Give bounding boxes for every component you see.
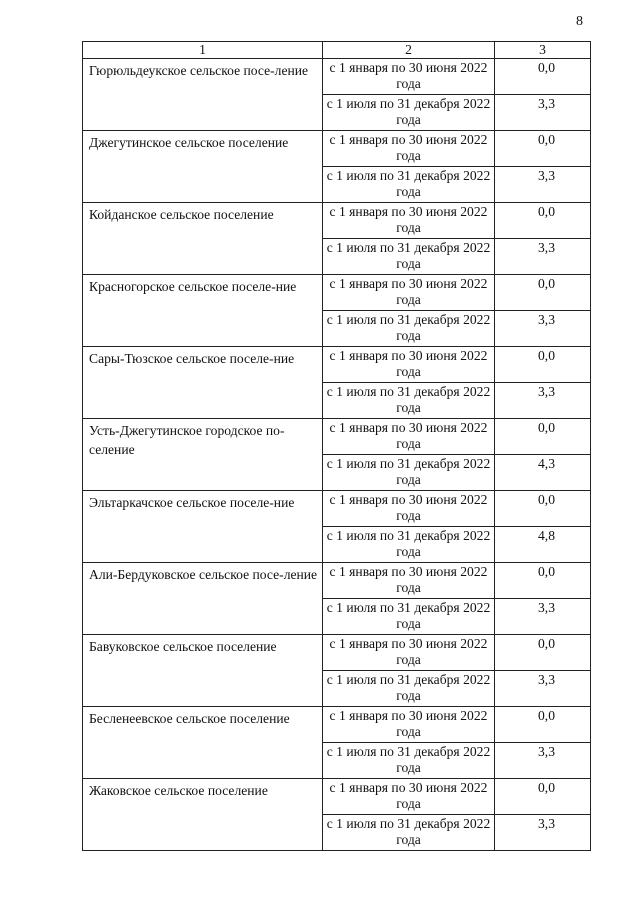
value-cell: 3,3 [495,743,591,779]
period-cell: с 1 июля по 31 декабря 2022 года [323,599,495,635]
period-cell: с 1 июля по 31 декабря 2022 года [323,167,495,203]
page-number: 8 [576,14,583,29]
table-row [83,707,591,743]
value-cell: 4,3 [495,455,591,491]
value-cell: 0,0 [495,131,591,167]
value-cell: 0,0 [495,203,591,239]
period-cell: с 1 января по 30 июня 2022 года [323,275,495,311]
value-cell: 3,3 [495,815,591,851]
value-cell: 3,3 [495,95,591,131]
settlement-name: Бавуковское сельское поселение [83,635,323,707]
period-cell: с 1 июля по 31 декабря 2022 года [323,743,495,779]
period-cell: с 1 января по 30 июня 2022 года [323,779,495,815]
settlement-name: Сары-Тюзское сельское поселе-ние [83,347,323,419]
period-cell: с 1 июля по 31 декабря 2022 года [323,815,495,851]
value-cell: 3,3 [495,383,591,419]
value-cell: 0,0 [495,275,591,311]
value-cell: 0,0 [495,779,591,815]
settlement-name: Койданское сельское поселение [83,203,323,275]
table-body [83,59,591,851]
period-cell: с 1 июля по 31 декабря 2022 года [323,239,495,275]
period-cell: с 1 января по 30 июня 2022 года [323,203,495,239]
table-row [83,419,591,455]
value-cell: 0,0 [495,563,591,599]
settlement-name: Джегутинское сельское поселение [83,131,323,203]
table-row [83,635,591,671]
period-cell: с 1 июля по 31 декабря 2022 года [323,95,495,131]
period-cell: с 1 июля по 31 декабря 2022 года [323,527,495,563]
column-header-2: 2 [323,42,495,59]
period-cell: с 1 января по 30 июня 2022 года [323,419,495,455]
value-cell: 3,3 [495,311,591,347]
period-cell: с 1 июля по 31 декабря 2022 года [323,311,495,347]
period-cell: с 1 июля по 31 декабря 2022 года [323,671,495,707]
table-row [83,203,591,239]
period-cell: с 1 января по 30 июня 2022 года [323,131,495,167]
settlement-name: Красногорское сельское поселе-ние [83,275,323,347]
tariff-table [82,41,591,851]
value-cell: 4,8 [495,527,591,563]
period-cell: с 1 января по 30 июня 2022 года [323,59,495,95]
period-cell: с 1 июля по 31 декабря 2022 года [323,455,495,491]
settlement-name: Бесленеевское сельское поселение [83,707,323,779]
value-cell: 0,0 [495,419,591,455]
value-cell: 3,3 [495,167,591,203]
table-row [83,563,591,599]
period-cell: с 1 января по 30 июня 2022 года [323,563,495,599]
column-header-1: 1 [83,42,323,59]
value-cell: 0,0 [495,491,591,527]
settlement-name: Али-Бердуковское сельское посе-ление [83,563,323,635]
settlement-name: Эльтаркачское сельское поселе-ние [83,491,323,563]
table-row [83,491,591,527]
period-cell: с 1 января по 30 июня 2022 года [323,635,495,671]
value-cell: 0,0 [495,707,591,743]
table-row [83,347,591,383]
settlement-name: Гюрюльдеукское сельское посе-ление [83,59,323,131]
table-row [83,275,591,311]
period-cell: с 1 июля по 31 декабря 2022 года [323,383,495,419]
value-cell: 0,0 [495,347,591,383]
period-cell: с 1 января по 30 июня 2022 года [323,707,495,743]
period-cell: с 1 января по 30 июня 2022 года [323,491,495,527]
period-cell: с 1 января по 30 июня 2022 года [323,347,495,383]
column-header-3: 3 [495,42,591,59]
value-cell: 0,0 [495,59,591,95]
value-cell: 0,0 [495,635,591,671]
value-cell: 3,3 [495,239,591,275]
settlement-name: Усть-Джегутинское городское по-селение [83,419,323,491]
value-cell: 3,3 [495,671,591,707]
value-cell: 3,3 [495,599,591,635]
table-row [83,779,591,815]
table-row [83,59,591,95]
settlement-name: Жаковское сельское поселение [83,779,323,851]
table-row [83,131,591,167]
header-row [83,42,591,59]
